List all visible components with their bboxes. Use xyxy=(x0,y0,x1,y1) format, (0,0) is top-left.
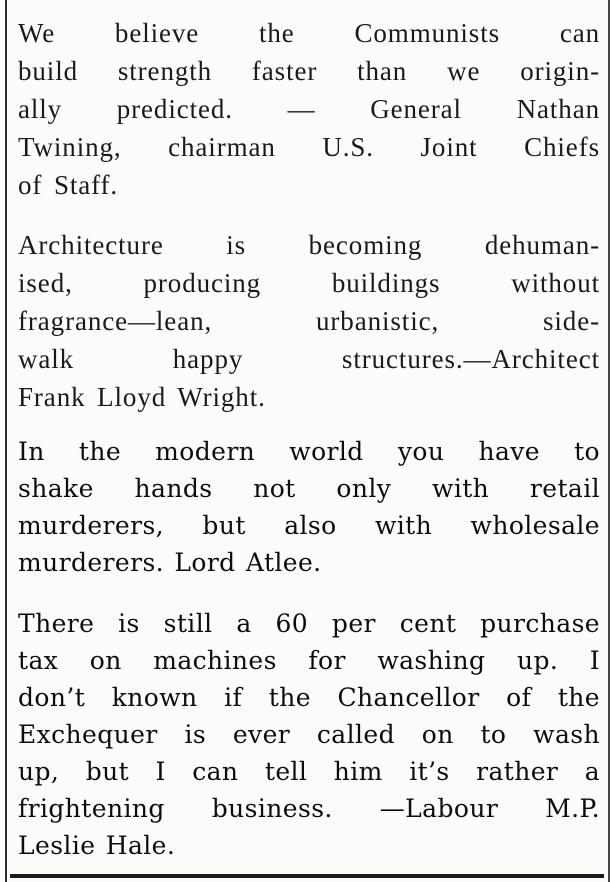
quote-line: don’t known if the Chancellor of the xyxy=(18,683,600,712)
quote-line: walk happy structures.—Architect xyxy=(18,344,600,374)
quote-line: Architecture is becoming dehuman- xyxy=(18,230,600,260)
quote-line: In the modern world you have to xyxy=(18,437,600,466)
quote-line: build strength faster than we origin- xyxy=(18,56,600,86)
quote-line: There is still a 60 per cent purchase xyxy=(18,609,600,638)
quote-line: tax on machines for washing up. I xyxy=(18,646,600,675)
column-bottom-rule xyxy=(10,874,604,878)
quote-atlee xyxy=(18,433,600,581)
quote-line: ised, producing buildings without xyxy=(18,268,600,298)
quote-line: of Staff. xyxy=(18,170,119,200)
quote-line: frightening business. —Labour M.P. xyxy=(18,794,600,823)
column-left-rule xyxy=(5,0,7,882)
quote-line: We believe the Communists can xyxy=(18,18,600,48)
quote-line: murderers, but also with wholesale xyxy=(18,511,600,540)
quote-line: Frank Lloyd Wright. xyxy=(18,382,266,412)
quote-line: ally predicted. — General Nathan xyxy=(18,94,600,124)
quote-line: murderers. Lord Atlee. xyxy=(18,548,322,577)
quote-line: Leslie Hale. xyxy=(18,831,176,860)
quote-line: shake hands not only with retail xyxy=(18,474,600,503)
quote-wright xyxy=(18,226,600,416)
quote-line: Twining, chairman U.S. Joint Chiefs xyxy=(18,132,600,162)
quote-twining xyxy=(18,14,600,204)
quote-hale xyxy=(18,605,600,864)
quote-line: up, but I can tell him it’s rather a xyxy=(18,757,600,786)
quote-line: fragrance—lean, urbanistic, side- xyxy=(18,306,600,336)
quote-line: Exchequer is ever called on to wash xyxy=(18,720,600,749)
